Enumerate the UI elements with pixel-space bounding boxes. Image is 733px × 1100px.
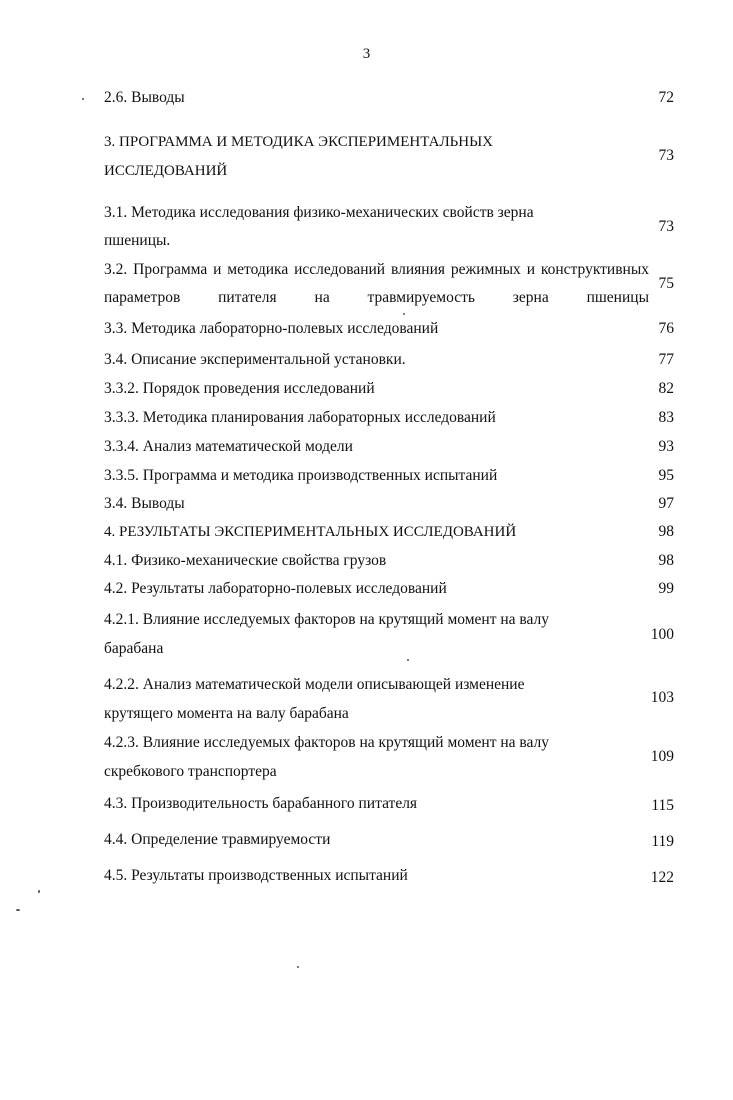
toc-entry-page: 122 [650,869,674,886]
toc-entry [104,518,674,546]
toc-entry-page: 77 [658,351,674,368]
toc-entry [104,199,674,255]
toc-entry [104,433,674,461]
toc-entry-page: 83 [658,409,674,426]
toc-entry-title: 3.3. Методика лабораторно-полевых исследований [104,320,439,337]
toc-entry-page: 73 [658,147,674,164]
toc-entry-title: 4.2. Результаты лабораторно-полевых исследований [104,580,447,597]
toc-entry-title: 3.4. Описание экспериментальной установки. [104,351,406,368]
toc-entry-title: 4.5. Результаты производственных испытаний [104,867,408,884]
toc-entry-title: 3.1. Методика исследования физико-механических свойств зерна пшеницы. [104,204,534,249]
toc-entry-title: 3. ПРОГРАММА И МЕТОДИКА ЭКСПЕРИМЕНТАЛЬНЫХ ИССЛЕДОВАНИЙ [104,134,493,179]
scan-speck [16,909,20,911]
page-number: 3 [362,46,371,62]
scan-speck [82,98,84,100]
toc-entry-page: 100 [650,626,674,643]
toc-entry [104,547,674,575]
toc-entry-title: 3.3.2. Порядок проведения исследований [104,380,375,397]
toc-entry-page: 109 [650,748,674,765]
toc-entry-page: 82 [658,380,674,397]
toc-entry-page: 115 [651,797,674,814]
toc-entry-title: 3.4. Выводы [104,495,185,512]
toc-entry [104,728,674,786]
toc-entry-page: 103 [650,689,674,706]
toc-entry [104,605,674,663]
toc-entry-title: 4.4. Определение травмируемости [104,831,331,848]
toc-entry-title: 3.3.3. Методика планирования лабораторных исследований [104,409,496,426]
toc-entry-page: 75 [658,275,674,292]
toc-entry-page: 93 [658,438,674,455]
toc-entry [104,575,674,603]
toc-entry [104,790,674,818]
toc-entry [104,256,674,312]
toc-entry [104,375,674,403]
toc-entry [104,84,674,112]
toc-entry-page: 98 [658,523,674,540]
toc-entry-page: 95 [658,467,674,484]
toc-entry-title: 3.2. Программа и методика исследований влияния режимных и конструктивных параметров питателя на травмируемость зерна пшеницы [104,261,649,306]
toc-entry [104,490,674,518]
toc-entry-title: 2.6. Выводы [104,89,185,106]
toc-entry [104,670,674,728]
toc-entry-page: 99 [658,580,674,597]
toc-entry-page: 76 [658,320,674,337]
scan-speck [297,966,299,968]
toc-entry [104,862,674,890]
toc-entry-title: 4.2.3. Влияние исследуемых факторов на крутящий момент на валу скребкового транспортера [104,734,550,780]
toc-entry-page: 98 [658,552,674,569]
toc-entry-title: 4.1. Физико-механические свойства грузов [104,552,387,569]
toc-entry-page: 72 [658,89,674,106]
scan-speck [407,659,409,661]
toc-entry [104,128,674,186]
toc-entry-page: 73 [658,218,674,235]
toc-entry-page: 119 [651,833,674,850]
toc-entry [104,404,674,432]
toc-entry-title: 4. РЕЗУЛЬТАТЫ ЭКСПЕРИМЕНТАЛЬНЫХ ИССЛЕДОВАНИЙ [104,524,517,540]
toc-entry [104,315,674,343]
scan-speck [403,313,405,315]
toc-entry [104,346,674,374]
toc-entry-title: 3.3.5. Программа и методика производственных испытаний [104,467,498,484]
toc-entry-title: 4.2.1. Влияние исследуемых факторов на крутящий момент на валу барабана [104,611,550,657]
toc-entry-page: 97 [658,495,674,512]
toc-entry [104,462,674,490]
toc-entry-title: 4.3. Производительность барабанного питателя [104,795,418,812]
scan-speck [38,890,40,893]
toc-entry [104,826,674,854]
toc-entry-title: 4.2.2. Анализ математической модели описывающей изменение крутящего момента на валу барабана [104,676,525,722]
toc-entry-title: 3.3.4. Анализ математической модели [104,438,353,455]
